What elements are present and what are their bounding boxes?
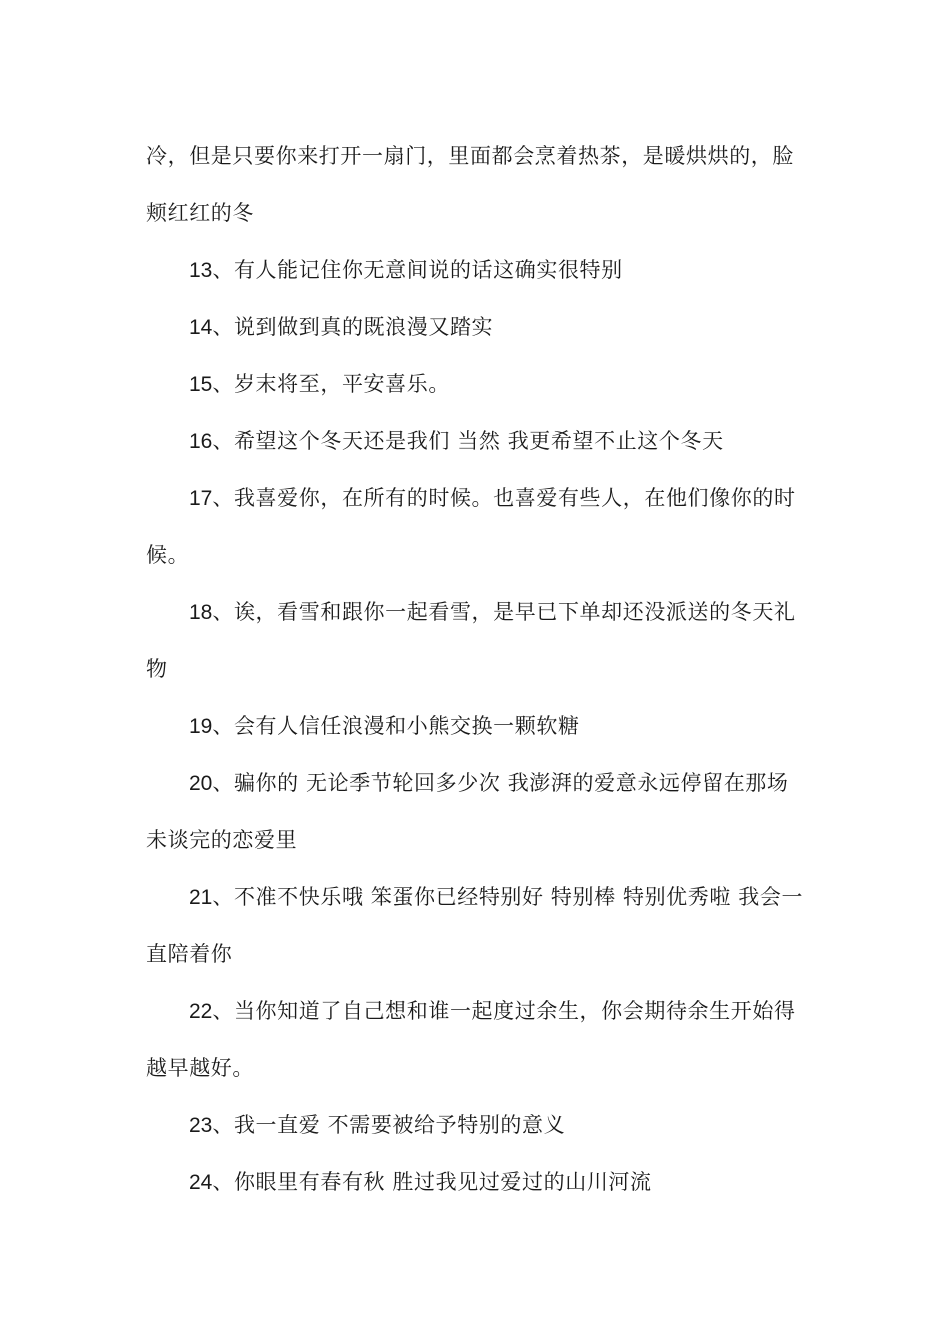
paragraph-item <box>146 1097 808 1154</box>
item-number: 23 <box>189 1114 213 1137</box>
paragraph-item <box>146 983 808 1097</box>
paragraph-text: 、当你知道了自己想和谁一起度过余生，你会期待余生开始得越早越好。 <box>146 999 796 1080</box>
paragraph-text: 冷，但是只要你来打开一扇门，里面都会烹着热茶，是暖烘烘的，脸颊红红的冬 <box>146 144 794 225</box>
document-body <box>146 128 808 1211</box>
item-number: 21 <box>189 886 213 909</box>
paragraph-item <box>146 869 808 983</box>
paragraph-item <box>146 584 808 698</box>
paragraph-text: 、有人能记住你无意间说的话这确实很特别 <box>212 258 623 282</box>
paragraph-text: 、会有人信任浪漫和小熊交换一颗软糖 <box>212 714 580 738</box>
paragraph-text: 、不准不快乐哦 笨蛋你已经特别好 特别棒 特别优秀啦 我会一直陪着你 <box>146 885 804 966</box>
paragraph-text: 、岁末将至，平安喜乐。 <box>212 372 450 396</box>
paragraph-text: 、说到做到真的既浪漫又踏实 <box>212 315 494 339</box>
paragraph-item <box>146 755 808 869</box>
paragraph-item <box>146 413 808 470</box>
paragraph-item <box>146 470 808 584</box>
paragraph-text: 、我一直爱 不需要被给予特别的意义 <box>212 1113 566 1137</box>
paragraph-item <box>146 356 808 413</box>
item-number: 14 <box>189 316 213 339</box>
paragraph-item <box>146 299 808 356</box>
item-number: 17 <box>189 487 213 510</box>
paragraph-text: 、诶，看雪和跟你一起看雪，是早已下单却还没派送的冬天礼物 <box>146 600 796 681</box>
paragraph-text: 、我喜爱你，在所有的时候。也喜爱有些人，在他们像你的时候。 <box>146 486 796 567</box>
paragraph-text: 、骗你的 无论季节轮回多少次 我澎湃的爱意永远停留在那场未谈完的恋爱里 <box>146 771 789 852</box>
item-number: 13 <box>189 259 213 282</box>
paragraph-item <box>146 242 808 299</box>
paragraph-text: 、希望这个冬天还是我们 当然 我更希望不止这个冬天 <box>212 429 724 453</box>
item-number: 18 <box>189 601 213 624</box>
paragraph-item <box>146 698 808 755</box>
item-number: 24 <box>189 1171 213 1194</box>
paragraph-item <box>146 1154 808 1211</box>
item-number: 22 <box>189 1000 213 1023</box>
item-number: 16 <box>189 430 213 453</box>
item-number: 20 <box>189 772 213 795</box>
item-number: 19 <box>189 715 213 738</box>
paragraph-text: 、你眼里有春有秋 胜过我见过爱过的山川河流 <box>212 1170 652 1194</box>
paragraph-continued <box>146 128 808 242</box>
item-number: 15 <box>189 373 213 396</box>
